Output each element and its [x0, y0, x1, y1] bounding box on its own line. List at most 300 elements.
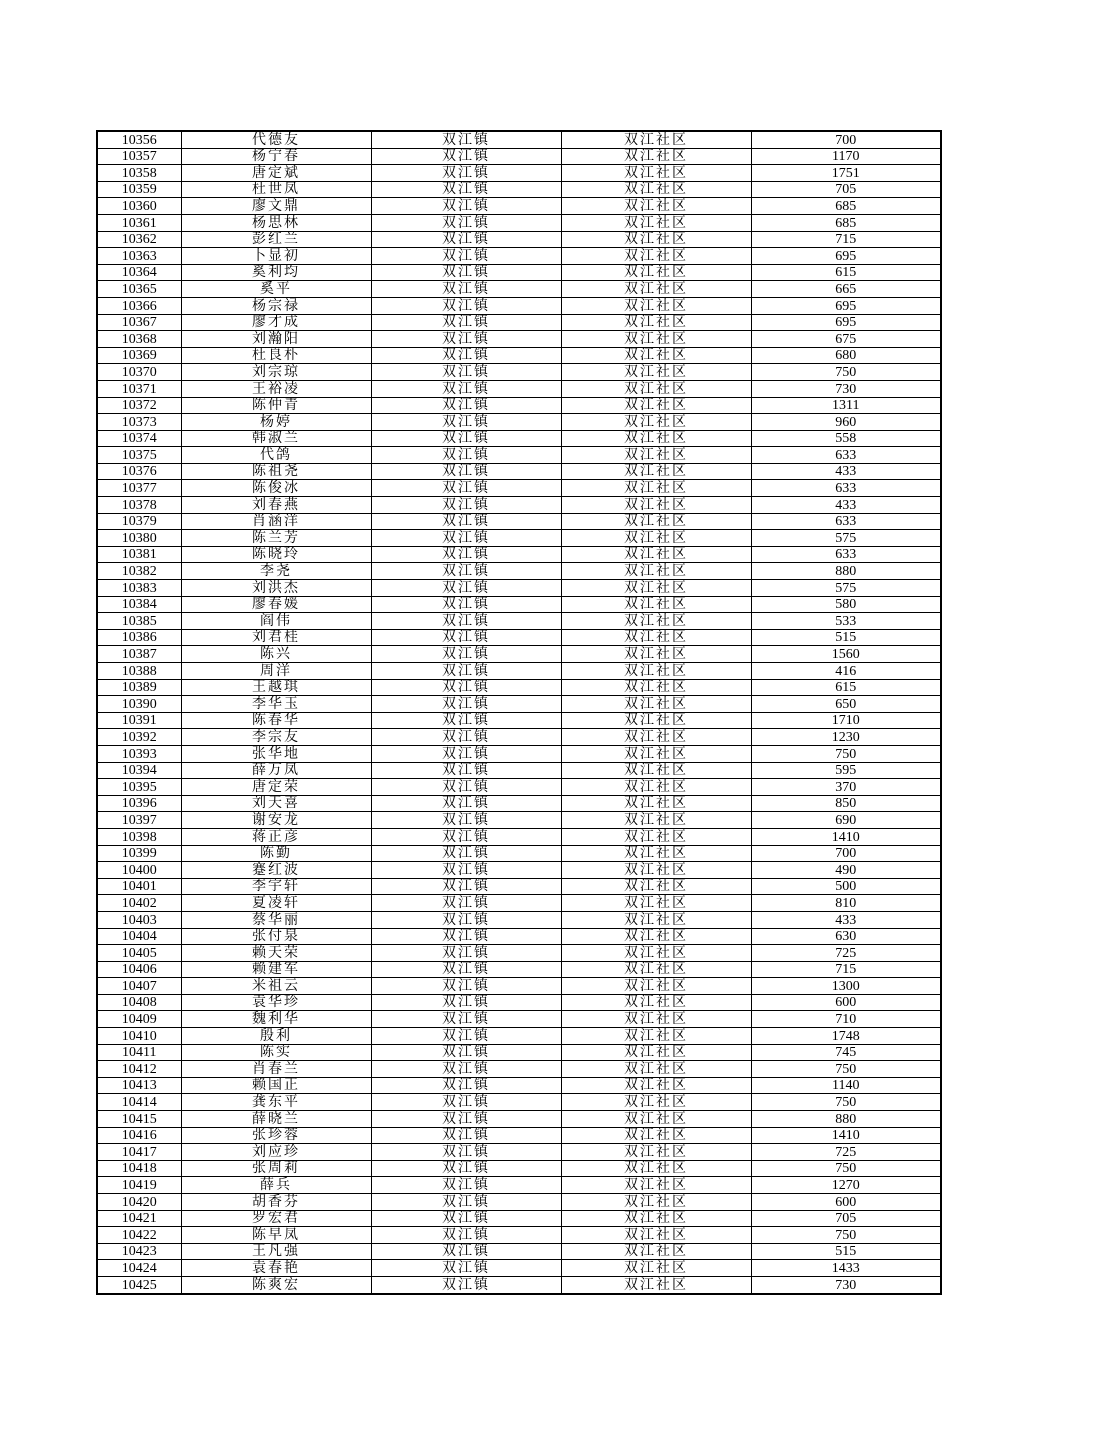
table-row	[97, 745, 941, 762]
name-cell: 陈晓玲	[181, 546, 371, 563]
town-cell: 双江镇	[371, 828, 561, 845]
row-id-cell: 10424	[97, 1260, 181, 1277]
town-cell: 双江镇	[371, 380, 561, 397]
amount-cell: 695	[751, 314, 941, 331]
name-cell: 李宗友	[181, 729, 371, 746]
town-cell: 双江镇	[371, 1194, 561, 1211]
community-cell: 双江社区	[561, 1276, 751, 1293]
community-cell: 双江社区	[561, 911, 751, 928]
amount-cell: 665	[751, 281, 941, 298]
name-cell: 王凡强	[181, 1243, 371, 1260]
amount-cell: 650	[751, 696, 941, 713]
table-row	[97, 878, 941, 895]
amount-cell: 1140	[751, 1077, 941, 1094]
table-row	[97, 646, 941, 663]
row-id-cell: 10376	[97, 463, 181, 480]
table-row	[97, 629, 941, 646]
row-id-cell: 10383	[97, 580, 181, 597]
table-row	[97, 580, 941, 597]
table-row	[97, 1011, 941, 1028]
row-id-cell: 10408	[97, 994, 181, 1011]
row-id-cell: 10418	[97, 1160, 181, 1177]
town-cell: 双江镇	[371, 1044, 561, 1061]
community-cell: 双江社区	[561, 1227, 751, 1244]
table-row	[97, 1044, 941, 1061]
town-cell: 双江镇	[371, 729, 561, 746]
table-row	[97, 1127, 941, 1144]
name-cell: 周洋	[181, 663, 371, 680]
town-cell: 双江镇	[371, 1276, 561, 1293]
community-cell: 双江社区	[561, 580, 751, 597]
amount-cell: 500	[751, 878, 941, 895]
community-cell: 双江社区	[561, 1144, 751, 1161]
town-cell: 双江镇	[371, 1243, 561, 1260]
amount-cell: 715	[751, 961, 941, 978]
community-cell: 双江社区	[561, 978, 751, 995]
name-cell: 刘洪杰	[181, 580, 371, 597]
community-cell: 双江社区	[561, 1160, 751, 1177]
town-cell: 双江镇	[371, 1111, 561, 1128]
amount-cell: 580	[751, 596, 941, 613]
row-id-cell: 10359	[97, 181, 181, 198]
amount-cell: 575	[751, 580, 941, 597]
row-id-cell: 10410	[97, 1028, 181, 1045]
town-cell: 双江镇	[371, 1227, 561, 1244]
town-cell: 双江镇	[371, 447, 561, 464]
table-row	[97, 1094, 941, 1111]
name-cell: 刘天喜	[181, 795, 371, 812]
amount-cell: 1751	[751, 165, 941, 182]
table-row	[97, 911, 941, 928]
community-cell: 双江社区	[561, 629, 751, 646]
name-cell: 魏利华	[181, 1011, 371, 1028]
town-cell: 双江镇	[371, 281, 561, 298]
name-cell: 胡香芬	[181, 1194, 371, 1211]
name-cell: 陈春华	[181, 712, 371, 729]
name-cell: 彭红兰	[181, 231, 371, 248]
community-cell: 双江社区	[561, 895, 751, 912]
name-cell: 刘宗琼	[181, 364, 371, 381]
amount-cell: 1560	[751, 646, 941, 663]
row-id-cell: 10357	[97, 148, 181, 165]
community-cell: 双江社区	[561, 961, 751, 978]
town-cell: 双江镇	[371, 463, 561, 480]
town-cell: 双江镇	[371, 1077, 561, 1094]
name-cell: 陈仲青	[181, 397, 371, 414]
town-cell: 双江镇	[371, 961, 561, 978]
amount-cell: 633	[751, 546, 941, 563]
row-id-cell: 10407	[97, 978, 181, 995]
community-cell: 双江社区	[561, 281, 751, 298]
community-cell: 双江社区	[561, 828, 751, 845]
community-cell: 双江社区	[561, 563, 751, 580]
row-id-cell: 10365	[97, 281, 181, 298]
row-id-cell: 10409	[97, 1011, 181, 1028]
town-cell: 双江镇	[371, 148, 561, 165]
community-cell: 双江社区	[561, 878, 751, 895]
row-id-cell: 10419	[97, 1177, 181, 1194]
town-cell: 双江镇	[371, 1011, 561, 1028]
community-cell: 双江社区	[561, 845, 751, 862]
community-cell: 双江社区	[561, 1194, 751, 1211]
row-id-cell: 10370	[97, 364, 181, 381]
row-id-cell: 10412	[97, 1061, 181, 1078]
table-row	[97, 762, 941, 779]
town-cell: 双江镇	[371, 646, 561, 663]
community-cell: 双江社区	[561, 248, 751, 265]
name-cell: 杨思林	[181, 214, 371, 231]
community-cell: 双江社区	[561, 314, 751, 331]
community-cell: 双江社区	[561, 1111, 751, 1128]
row-id-cell: 10384	[97, 596, 181, 613]
name-cell: 廖春媛	[181, 596, 371, 613]
town-cell: 双江镇	[371, 629, 561, 646]
name-cell: 王裕凌	[181, 380, 371, 397]
community-cell: 双江社区	[561, 331, 751, 348]
row-id-cell: 10380	[97, 530, 181, 547]
row-id-cell: 10404	[97, 928, 181, 945]
amount-cell: 416	[751, 663, 941, 680]
amount-cell: 850	[751, 795, 941, 812]
row-id-cell: 10398	[97, 828, 181, 845]
row-id-cell: 10392	[97, 729, 181, 746]
name-cell: 袁春艳	[181, 1260, 371, 1277]
table-row	[97, 663, 941, 680]
town-cell: 双江镇	[371, 795, 561, 812]
community-cell: 双江社区	[561, 762, 751, 779]
community-cell: 双江社区	[561, 430, 751, 447]
community-cell: 双江社区	[561, 148, 751, 165]
table-row	[97, 812, 941, 829]
row-id-cell: 10411	[97, 1044, 181, 1061]
community-cell: 双江社区	[561, 231, 751, 248]
community-cell: 双江社区	[561, 264, 751, 281]
name-cell: 陈爽宏	[181, 1276, 371, 1293]
table-row	[97, 679, 941, 696]
amount-cell: 690	[751, 812, 941, 829]
name-cell: 阎伟	[181, 613, 371, 630]
community-cell: 双江社区	[561, 1094, 751, 1111]
amount-cell: 730	[751, 380, 941, 397]
name-cell: 罗宏君	[181, 1210, 371, 1227]
row-id-cell: 10387	[97, 646, 181, 663]
community-cell: 双江社区	[561, 497, 751, 514]
row-id-cell: 10364	[97, 264, 181, 281]
table-row	[97, 347, 941, 364]
community-cell: 双江社区	[561, 1028, 751, 1045]
amount-cell: 433	[751, 911, 941, 928]
name-cell: 刘春燕	[181, 497, 371, 514]
table-row	[97, 214, 941, 231]
amount-cell: 575	[751, 530, 941, 547]
town-cell: 双江镇	[371, 314, 561, 331]
name-cell: 刘君桂	[181, 629, 371, 646]
table-row	[97, 795, 941, 812]
town-cell: 双江镇	[371, 1160, 561, 1177]
town-cell: 双江镇	[371, 513, 561, 530]
table-row	[97, 563, 941, 580]
name-cell: 蒋正彦	[181, 828, 371, 845]
table-row	[97, 131, 941, 148]
row-id-cell: 10385	[97, 613, 181, 630]
name-cell: 李华玉	[181, 696, 371, 713]
amount-cell: 750	[751, 1160, 941, 1177]
name-cell: 殷利	[181, 1028, 371, 1045]
town-cell: 双江镇	[371, 978, 561, 995]
row-id-cell: 10406	[97, 961, 181, 978]
name-cell: 陈勤	[181, 845, 371, 862]
community-cell: 双江社区	[561, 181, 751, 198]
amount-cell: 433	[751, 463, 941, 480]
name-cell: 刘应珍	[181, 1144, 371, 1161]
town-cell: 双江镇	[371, 911, 561, 928]
table-row	[97, 613, 941, 630]
row-id-cell: 10395	[97, 779, 181, 796]
name-cell: 李宇轩	[181, 878, 371, 895]
amount-cell: 1410	[751, 1127, 941, 1144]
town-cell: 双江镇	[371, 546, 561, 563]
amount-cell: 700	[751, 131, 941, 148]
table-row	[97, 513, 941, 530]
row-id-cell: 10415	[97, 1111, 181, 1128]
name-cell: 肖春兰	[181, 1061, 371, 1078]
table-row	[97, 530, 941, 547]
row-id-cell: 10367	[97, 314, 181, 331]
community-cell: 双江社区	[561, 1210, 751, 1227]
table-row	[97, 961, 941, 978]
community-cell: 双江社区	[561, 1044, 751, 1061]
name-cell: 王越琪	[181, 679, 371, 696]
amount-cell: 1311	[751, 397, 941, 414]
community-cell: 双江社区	[561, 165, 751, 182]
name-cell: 代鸽	[181, 447, 371, 464]
name-cell: 奚利均	[181, 264, 371, 281]
amount-cell: 705	[751, 181, 941, 198]
town-cell: 双江镇	[371, 845, 561, 862]
town-cell: 双江镇	[371, 1061, 561, 1078]
table-row	[97, 845, 941, 862]
community-cell: 双江社区	[561, 414, 751, 431]
table-body	[97, 131, 941, 1294]
row-id-cell: 10375	[97, 447, 181, 464]
town-cell: 双江镇	[371, 994, 561, 1011]
row-id-cell: 10374	[97, 430, 181, 447]
town-cell: 双江镇	[371, 663, 561, 680]
amount-cell: 1300	[751, 978, 941, 995]
town-cell: 双江镇	[371, 1028, 561, 1045]
row-id-cell: 10366	[97, 297, 181, 314]
row-id-cell: 10386	[97, 629, 181, 646]
town-cell: 双江镇	[371, 530, 561, 547]
amount-cell: 633	[751, 480, 941, 497]
table-row	[97, 297, 941, 314]
name-cell: 赖天荣	[181, 945, 371, 962]
town-cell: 双江镇	[371, 945, 561, 962]
row-id-cell: 10371	[97, 380, 181, 397]
town-cell: 双江镇	[371, 928, 561, 945]
table-row	[97, 712, 941, 729]
name-cell: 袁华珍	[181, 994, 371, 1011]
table-row	[97, 1144, 941, 1161]
community-cell: 双江社区	[561, 380, 751, 397]
amount-cell: 1170	[751, 148, 941, 165]
community-cell: 双江社区	[561, 530, 751, 547]
town-cell: 双江镇	[371, 762, 561, 779]
town-cell: 双江镇	[371, 679, 561, 696]
name-cell: 韩淑兰	[181, 430, 371, 447]
table-row	[97, 181, 941, 198]
table-row	[97, 1177, 941, 1194]
name-cell: 张付泉	[181, 928, 371, 945]
row-id-cell: 10390	[97, 696, 181, 713]
name-cell: 薛晓兰	[181, 1111, 371, 1128]
amount-cell: 750	[751, 364, 941, 381]
name-cell: 薛万凤	[181, 762, 371, 779]
name-cell: 陈早凤	[181, 1227, 371, 1244]
table-row	[97, 1194, 941, 1211]
row-id-cell: 10360	[97, 198, 181, 215]
name-cell: 陈俊冰	[181, 480, 371, 497]
row-id-cell: 10422	[97, 1227, 181, 1244]
name-cell: 唐定斌	[181, 165, 371, 182]
amount-cell: 490	[751, 862, 941, 879]
community-cell: 双江社区	[561, 463, 751, 480]
amount-cell: 633	[751, 447, 941, 464]
town-cell: 双江镇	[371, 696, 561, 713]
table-row	[97, 1276, 941, 1293]
table-row	[97, 862, 941, 879]
community-cell: 双江社区	[561, 696, 751, 713]
table-row	[97, 729, 941, 746]
table-row	[97, 264, 941, 281]
amount-cell: 1748	[751, 1028, 941, 1045]
town-cell: 双江镇	[371, 331, 561, 348]
amount-cell: 433	[751, 497, 941, 514]
table-row	[97, 165, 941, 182]
name-cell: 唐定荣	[181, 779, 371, 796]
table-row	[97, 978, 941, 995]
town-cell: 双江镇	[371, 248, 561, 265]
amount-cell: 1270	[751, 1177, 941, 1194]
row-id-cell: 10405	[97, 945, 181, 962]
amount-cell: 685	[751, 214, 941, 231]
row-id-cell: 10401	[97, 878, 181, 895]
community-cell: 双江社区	[561, 198, 751, 215]
name-cell: 杨婷	[181, 414, 371, 431]
data-table	[96, 130, 942, 1295]
table-row	[97, 1160, 941, 1177]
amount-cell: 745	[751, 1044, 941, 1061]
name-cell: 代德友	[181, 131, 371, 148]
name-cell: 张周莉	[181, 1160, 371, 1177]
amount-cell: 685	[751, 198, 941, 215]
table-row	[97, 314, 941, 331]
town-cell: 双江镇	[371, 430, 561, 447]
name-cell: 杨宁春	[181, 148, 371, 165]
amount-cell: 630	[751, 928, 941, 945]
amount-cell: 633	[751, 513, 941, 530]
amount-cell: 515	[751, 1243, 941, 1260]
table-row	[97, 1077, 941, 1094]
table-row	[97, 928, 941, 945]
table-row	[97, 1028, 941, 1045]
amount-cell: 750	[751, 1061, 941, 1078]
name-cell: 米祖云	[181, 978, 371, 995]
name-cell: 赖建军	[181, 961, 371, 978]
community-cell: 双江社区	[561, 613, 751, 630]
amount-cell: 1710	[751, 712, 941, 729]
table-row	[97, 895, 941, 912]
table-row	[97, 414, 941, 431]
row-id-cell: 10363	[97, 248, 181, 265]
name-cell: 陈祖尧	[181, 463, 371, 480]
town-cell: 双江镇	[371, 712, 561, 729]
table-row	[97, 596, 941, 613]
amount-cell: 600	[751, 1194, 941, 1211]
community-cell: 双江社区	[561, 795, 751, 812]
community-cell: 双江社区	[561, 1061, 751, 1078]
table-row	[97, 779, 941, 796]
name-cell: 廖才成	[181, 314, 371, 331]
town-cell: 双江镇	[371, 895, 561, 912]
row-id-cell: 10358	[97, 165, 181, 182]
name-cell: 蔡华丽	[181, 911, 371, 928]
amount-cell: 880	[751, 1111, 941, 1128]
table-row	[97, 1260, 941, 1277]
town-cell: 双江镇	[371, 1094, 561, 1111]
community-cell: 双江社区	[561, 1077, 751, 1094]
community-cell: 双江社区	[561, 994, 751, 1011]
amount-cell: 750	[751, 1227, 941, 1244]
row-id-cell: 10423	[97, 1243, 181, 1260]
town-cell: 双江镇	[371, 563, 561, 580]
town-cell: 双江镇	[371, 397, 561, 414]
table-row	[97, 945, 941, 962]
name-cell: 薛兵	[181, 1177, 371, 1194]
table-row	[97, 231, 941, 248]
amount-cell: 695	[751, 297, 941, 314]
row-id-cell: 10425	[97, 1276, 181, 1293]
table-row	[97, 248, 941, 265]
town-cell: 双江镇	[371, 1144, 561, 1161]
town-cell: 双江镇	[371, 1210, 561, 1227]
table-row	[97, 364, 941, 381]
name-cell: 陈兰芳	[181, 530, 371, 547]
town-cell: 双江镇	[371, 214, 561, 231]
table-row	[97, 331, 941, 348]
row-id-cell: 10378	[97, 497, 181, 514]
town-cell: 双江镇	[371, 347, 561, 364]
amount-cell: 680	[751, 347, 941, 364]
name-cell: 谢安龙	[181, 812, 371, 829]
community-cell: 双江社区	[561, 513, 751, 530]
town-cell: 双江镇	[371, 613, 561, 630]
row-id-cell: 10377	[97, 480, 181, 497]
table-row	[97, 463, 941, 480]
row-id-cell: 10373	[97, 414, 181, 431]
name-cell: 杜世凤	[181, 181, 371, 198]
table-row	[97, 1210, 941, 1227]
community-cell: 双江社区	[561, 1243, 751, 1260]
name-cell: 杨宗禄	[181, 297, 371, 314]
community-cell: 双江社区	[561, 546, 751, 563]
community-cell: 双江社区	[561, 646, 751, 663]
community-cell: 双江社区	[561, 397, 751, 414]
name-cell: 陈实	[181, 1044, 371, 1061]
name-cell: 陈兴	[181, 646, 371, 663]
row-id-cell: 10393	[97, 745, 181, 762]
amount-cell: 533	[751, 613, 941, 630]
